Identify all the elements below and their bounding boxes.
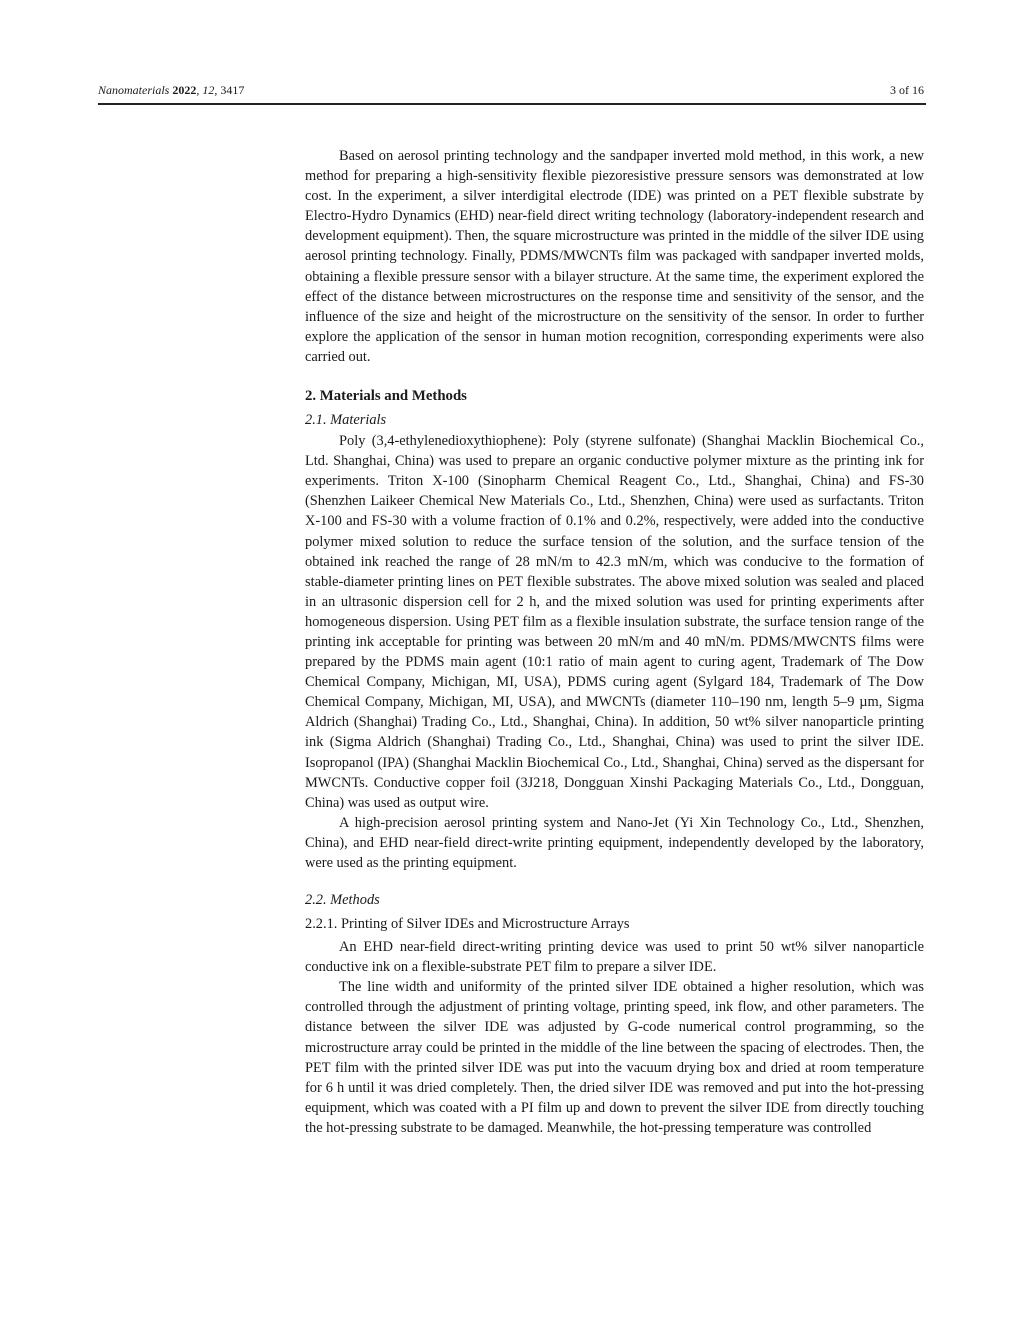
article-body (305, 146, 924, 1138)
header-rule (98, 103, 926, 105)
methods-paragraph-1: An EHD near-field direct-writing printing device was used to print 50 wt% silver nanoparticle conductive ink on a flexible-substrate PET film to prepare a silver IDE. (305, 939, 924, 976)
subsection-heading-materials: 2.1. Materials (305, 412, 387, 429)
section-heading: 2. Materials and Methods (305, 388, 467, 405)
materials-paragraph-2: A high-precision aerosol printing system and Nano-Jet (Yi Xin Technology Co., Ltd., Shenzhen, China), and EHD near-field direct-write printing equipment, independently developed by the laboratory, were used as the printing equipment. (305, 814, 924, 871)
journal-volume: 12 (202, 83, 215, 97)
journal-year: 2022 (172, 83, 197, 97)
intro-paragraph: Based on aerosol printing technology and the sandpaper inverted mold method, in this work, a new method for preparing a high-sensitivity flexible piezoresistive pressure sensors was demonstrated at low cost. In the experiment, a silver interdigital electrode (IDE) was printed on a PET flexible substrate by Electro-Hydro Dynamics (EHD) near-field direct writing technology (laboratory-independent research and development equipment). Then, the square microstructure was printed in the middle of the silver IDE using aerosol printing technology. Finally, PDMS/MWCNTs film was packaged with sandpaper inverted molds, obtaining a flexible pressure sensor with a bilayer structure. At the same time, the experiment explored the effect of the distance between microstructures on the response time and sensitivity of the sensor, and the influence of the size and height of the microstructure on the sensitivity of the sensor. In order to further explore the application of the sensor in human motion recognition, corresponding experiments were also carried out. (305, 148, 924, 365)
article-number: , 3417 (214, 83, 245, 97)
page-header (98, 82, 924, 98)
page-number: 3 of 16 (890, 83, 924, 97)
subsection-heading-methods: 2.2. Methods (305, 892, 380, 909)
journal-citation: Nanomaterials 2022, 12, 3417 (98, 83, 245, 97)
methods-paragraph-2: The line width and uniformity of the printed silver IDE obtained a higher resolution, which was controlled through the adjustment of printing voltage, printing speed, ink flow, and other parameters. The distance between the silver IDE was adjusted by G-code numerical control programming, so the microstructure array could be printed in the middle of the line between the spacing of electrodes. Then, the PET film with the printed silver IDE was put into the vacuum drying box and dried at room temperature for 6 h until it was dried completely. Then, the dried silver IDE was removed and put into the hot-pressing equipment, which was coated with a PI film up and down to prevent the silver IDE from directly touching the hot-pressing substrate to be damaged. Meanwhile, the hot-pressing temperature was controlled (305, 979, 924, 1136)
materials-paragraph-1: Poly (3,4-ethylenedioxythiophene): Poly (styrene sulfonate) (Shanghai Macklin Biochemical Co., Ltd. Shanghai, China) was used to prepare an organic conductive polymer mixture as the printing ink for experiments. Triton X-100 (Sinopharm Chemical Reagent Co., Ltd., Shanghai, China) and FS-30 (Shenzhen Laikeer Chemical New Materials Co., Ltd., Shenzhen, China) were used as surfactants. Triton X-100 and FS-30 with a volume fraction of 0.1% and 0.2%, respectively, were added into the conductive polymer mixed solution to reduce the surface tension of the solution, and the surface tension of the obtained ink reached the range of 28 mN/m to 42.3 mN/m, which was conducive to the formation of stable-diameter printing lines on PET flexible substrates. The above mixed solution was sealed and placed in an ultrasonic dispersion cell for 2 h, and the mixed solution was used for printing experiments after homogeneous dispersion. Using PET film as a flexible insulation substrate, the surface tension range of the printing ink acceptable for printing was between 20 mN/m and 40 mN/m. PDMS/MWCNTS films were prepared by the PDMS main agent (10:1 ratio of main agent to curing agent, Trademark of The Dow Chemical Company, Michigan, MI, USA), PDMS curing agent (Sylgard 184, Trademark of The Dow Chemical Company, Michigan, MI, USA), and MWCNTs (diameter 110–190 nm, length 5–9 µm, Sigma Aldrich (Shanghai) Trading Co., Ltd., Shanghai, China). In addition, 50 wt% silver nanoparticle printing ink (Sigma Aldrich (Shanghai) Trading Co., Ltd., Shanghai, China) was used to print the silver IDE. Isopropanol (IPA) (Shanghai Macklin Biochemical Co., Ltd., Shanghai, China) served as the dispersant for MWCNTs. Conductive copper foil (3J218, Dongguan Xinshi Packaging Materials Co., Ltd., Dongguan, China) was used as output wire. (305, 433, 924, 811)
journal-name: Nanomaterials (98, 83, 170, 97)
subsubsection-heading-printing: 2.2.1. Printing of Silver IDEs and Microstructure Arrays (305, 916, 630, 933)
